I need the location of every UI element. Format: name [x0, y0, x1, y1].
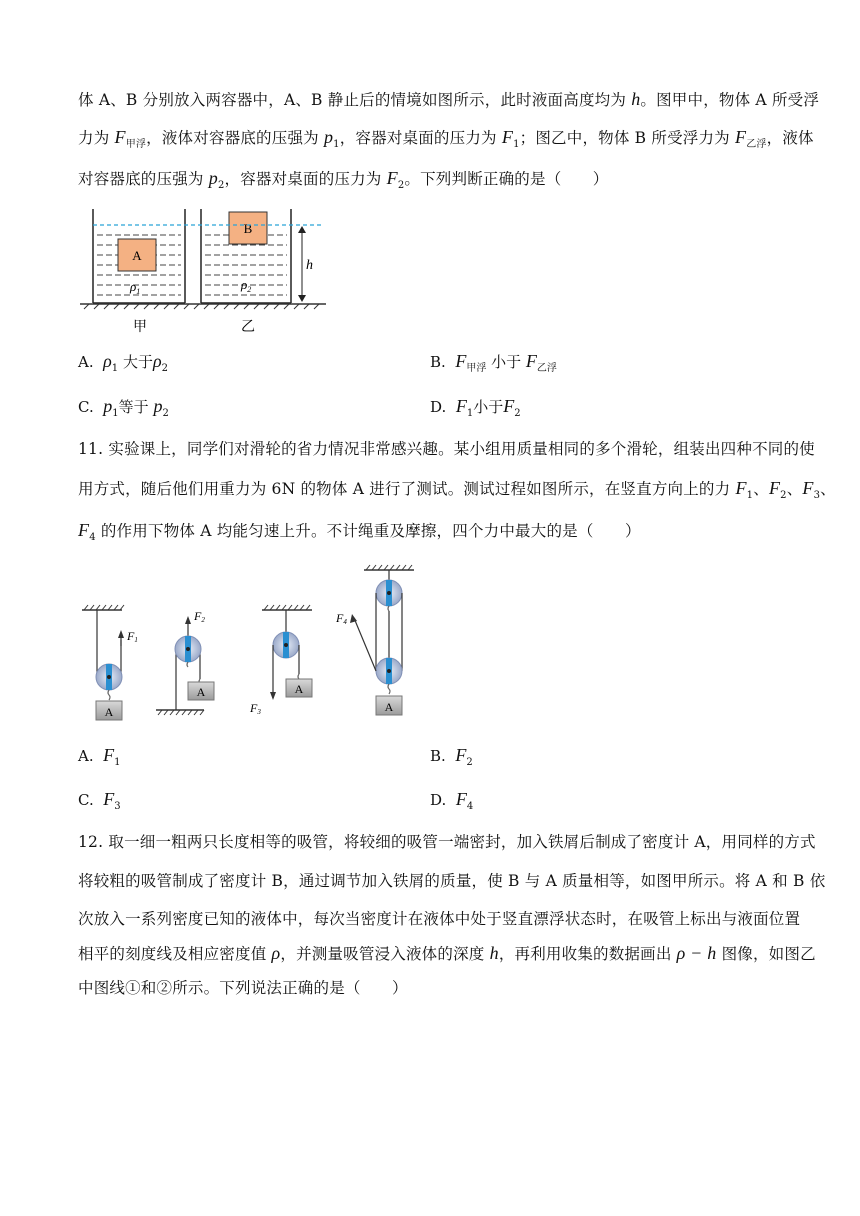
- q12-line-5: 中图线①和②所示。下列说法正确的是（ ）: [78, 979, 408, 997]
- q10-line-1: 体 A、B 分别放入两容器中，A、B 静止后的情境如图所示，此时液面高度均为 h。图甲中，物体 A 所受浮: [78, 89, 820, 109]
- q11-option-d[interactable]: D. $F_4$: [430, 789, 474, 812]
- setup-1-movable-pulley: [82, 605, 138, 720]
- q11-figure-pulleys: [78, 560, 418, 725]
- rho2-label: $\rho_2$: [241, 277, 252, 294]
- q11-option-b[interactable]: B. $F_2$: [430, 745, 473, 768]
- q11-line-3: $F_4$ 的作用下物体 A 均能匀速上升。不计绳重及摩擦，四个力中最大的是（ ）: [78, 520, 641, 543]
- f4-label: F4: [336, 611, 347, 626]
- container-yi: [201, 209, 291, 303]
- block-a-label: A: [132, 248, 142, 263]
- setup-3-fixed-pulley: [249, 605, 312, 716]
- block-b-label: B: [243, 221, 253, 236]
- container-jia: [93, 209, 185, 303]
- height-h-arrow: [298, 226, 313, 302]
- label-jia: 甲: [133, 320, 147, 335]
- q11-option-a[interactable]: A. $F_1$: [78, 745, 121, 768]
- block-a-2: A: [196, 685, 206, 699]
- setup-4-pulley-block: [335, 565, 414, 715]
- q10-option-c[interactable]: C. $p_1$等于 $p_2$: [78, 396, 169, 419]
- q12-line-2: 将较粗的吸管制成了密度计 B，通过调节加入铁屑的质量，使 B 与 A 质量相等，如图甲所示。将 A 和 B 依: [78, 872, 826, 890]
- block-a-3: A: [294, 682, 304, 696]
- q10-option-d[interactable]: D. $F_1$小于$F_2$: [430, 396, 521, 419]
- ground-hatch: [80, 304, 326, 309]
- q11-line-1: 11. 实验课上，同学们对滑轮的省力情况非常感兴趣。某小组用质量相同的多个滑轮，组装出四种不同的使: [78, 440, 815, 458]
- f1-label: F1: [127, 629, 138, 644]
- h-label: h: [306, 258, 313, 273]
- q11-option-c[interactable]: C. $F_3$: [78, 789, 121, 812]
- q10-option-b[interactable]: B. $F_{甲浮}$ 小于 $F_{乙浮}$: [430, 351, 557, 374]
- rho1-label: $\rho_1$: [130, 279, 141, 296]
- q11-line-2: 用方式，随后他们用重力为 6N 的物体 A 进行了测试。测试过程如图所示，在竖直方向上的力 $F_1$、$F_2$、$F_3$、: [78, 478, 836, 501]
- q10-figure-containers: [78, 205, 328, 335]
- q12-line-3: 次放入一系列密度已知的液体中，每次当密度计在液体中处于竖直漂浮状态时，在吸管上标出与液面位置: [78, 910, 801, 928]
- block-a-4: A: [384, 700, 394, 714]
- q10-line-3: 对容器底的压强为 $p_2$，容器对桌面的压力为 $F_2$。下列判断正确的是（ ）: [78, 168, 609, 191]
- q12-line-4: 相平的刻度线及相应密度值 ρ，并测量吸管浸入液体的深度 h，再利用收集的数据画出 ρ − h 图像，如图乙: [78, 943, 816, 963]
- setup-2-inverted-pulley: [156, 609, 214, 715]
- label-yi: 乙: [241, 320, 255, 335]
- q12-line-1: 12. 取一细一粗两只长度相等的吸管，将较细的吸管一端密封，加入铁屑后制成了密度计 A，用同样的方式: [78, 833, 816, 851]
- q10-option-a[interactable]: A. $\rho_1$ 大于$\rho_2$: [78, 351, 168, 374]
- q10-line-2: 力为 $F_{甲浮}$，液体对容器底的压强为 $p_1$，容器对桌面的压力为 $F_1$；图乙中，物体 B 所受浮力为 $F_{乙浮}$，液体: [78, 127, 814, 150]
- f2-label: F2: [194, 609, 205, 624]
- f3-label: F3: [250, 701, 261, 716]
- block-a-1: A: [104, 705, 114, 719]
